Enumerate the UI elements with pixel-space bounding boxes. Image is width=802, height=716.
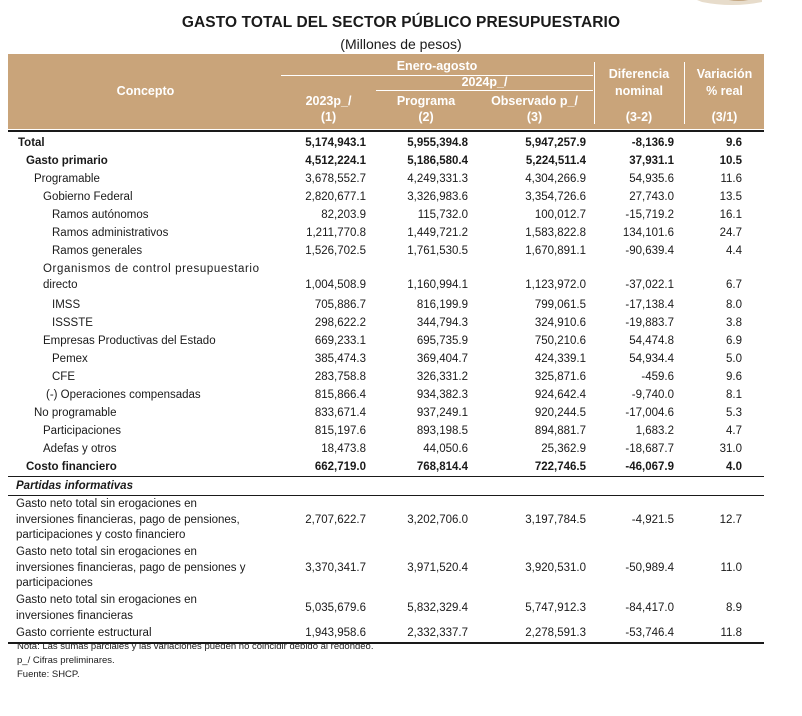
- row-label-line: inversiones financieras: [16, 609, 133, 622]
- cell-variacion: 13.5: [719, 191, 742, 203]
- row-label-line: inversiones financieras, pago de pensiones y: [16, 561, 246, 574]
- row-label-line: inversiones financieras, pago de pensiones,: [16, 513, 240, 526]
- cell-2023: 5,035,679.6: [305, 602, 366, 614]
- cell-2023: 1,526,702.5: [305, 245, 366, 257]
- cell-diferencia: -17,004.6: [625, 407, 674, 419]
- row-label-line: Gasto neto total sin erogaciones en: [16, 546, 197, 558]
- table-row-imss: [8, 296, 764, 314]
- cell-2023: 3,678,552.7: [305, 173, 366, 185]
- cell-diferencia: -50,989.4: [625, 562, 674, 574]
- cell-variacion: 6.9: [726, 335, 742, 347]
- page-title: GASTO TOTAL DEL SECTOR PÚBLICO PRESUPUESTARIO: [181, 14, 621, 31]
- cell-variacion: 9.6: [726, 371, 742, 383]
- table-row-pemex: [8, 350, 764, 368]
- header-col4-line2: nominal: [615, 84, 663, 98]
- table-row-organismos: [8, 260, 764, 296]
- cell-observado: 100,012.7: [534, 209, 586, 221]
- cell-diferencia: 37,931.1: [629, 155, 674, 167]
- cell-diferencia: 27,743.0: [629, 191, 674, 203]
- header-col3-num: (3): [526, 110, 543, 124]
- table-body: [8, 134, 764, 644]
- header-col5-line2: % real: [706, 84, 743, 98]
- cell-programa: 1,761,530.5: [407, 245, 468, 257]
- cell-observado: 5,947,257.9: [525, 137, 586, 149]
- cell-programa: 816,199.9: [416, 299, 468, 311]
- cell-2023: 4,512,224.1: [305, 155, 366, 167]
- cell-programa: 768,814.4: [416, 461, 468, 473]
- cell-variacion: 4.7: [726, 425, 742, 437]
- row-label: Programable: [34, 173, 100, 185]
- cell-2023: 1,211,770.8: [306, 227, 366, 239]
- cell-variacion: 10.5: [719, 155, 742, 167]
- footnote-nota: Nota: Las sumas parciales y las variaciones pueden no coincidir debido al redondeo.: [17, 641, 374, 652]
- table-row-issste: [8, 314, 764, 332]
- cell-observado: 3,197,784.5: [525, 514, 586, 526]
- cell-observado: 920,244.5: [534, 407, 586, 419]
- header-rule: [8, 130, 764, 132]
- table-header: [8, 54, 764, 129]
- cell-diferencia: -8,136.9: [631, 137, 674, 149]
- cell-programa: 695,735.9: [416, 335, 468, 347]
- cell-2023: 2,820,677.1: [305, 191, 366, 203]
- row-label-line: Gasto neto total sin erogaciones en: [16, 594, 197, 606]
- cell-2023: 298,622.2: [314, 317, 366, 329]
- cell-2023: 3,370,341.7: [305, 562, 366, 574]
- cell-variacion: 8.9: [726, 602, 742, 614]
- cell-2023: 833,671.4: [314, 407, 366, 419]
- cell-2023: 662,719.0: [314, 461, 366, 473]
- row-label-line: Gasto neto total sin erogaciones en: [16, 498, 197, 510]
- cell-observado: 5,224,511.4: [525, 155, 586, 167]
- header-col1-year: 2023p_/: [305, 94, 352, 108]
- row-label: [16, 497, 240, 544]
- cell-observado: 924,642.4: [534, 389, 586, 401]
- cell-observado: 325,871.6: [534, 371, 586, 383]
- cell-diferencia: -53,746.4: [625, 627, 674, 639]
- cell-observado: 3,920,531.0: [525, 562, 586, 574]
- table-row-ramos-generales: [8, 242, 764, 260]
- cell-programa: 937,249.1: [416, 407, 468, 419]
- cell-diferencia: -19,883.7: [625, 317, 674, 329]
- cell-diferencia: -459.6: [641, 371, 674, 383]
- cell-programa: 3,971,520.4: [407, 562, 468, 574]
- decorative-corner-graphic: [662, 0, 762, 8]
- cell-programa: 934,382.3: [416, 389, 468, 401]
- table-row-adefas: [8, 440, 764, 458]
- cell-programa: 1,449,721.2: [407, 227, 468, 239]
- cell-variacion: 4.0: [726, 461, 742, 473]
- cell-programa: 3,326,983.6: [407, 191, 468, 203]
- cell-observado: 5,747,912.3: [525, 602, 586, 614]
- cell-variacion: 24.7: [719, 227, 742, 239]
- cell-variacion: 16.1: [719, 209, 742, 221]
- row-label: (-) Operaciones compensadas: [46, 389, 201, 401]
- cell-diferencia: -84,417.0: [625, 602, 674, 614]
- cell-programa: 44,050.6: [423, 443, 468, 455]
- cell-2023: 2,707,622.7: [305, 514, 366, 526]
- footnote-fuente: Fuente: SHCP.: [17, 669, 80, 680]
- table-row-operaciones-compensadas: [8, 386, 764, 404]
- cell-variacion: 3.8: [726, 317, 742, 329]
- row-label-line: participaciones: [16, 577, 93, 589]
- page-subtitle: (Millones de pesos): [340, 36, 462, 52]
- row-label: No programable: [34, 407, 117, 419]
- header-col2-name: Programa: [396, 94, 456, 108]
- row-label: Costo financiero: [26, 461, 117, 473]
- cell-diferencia: 1,683.2: [635, 425, 674, 437]
- cell-variacion: 11.6: [720, 173, 742, 185]
- row-label: Adefas y otros: [43, 443, 117, 455]
- row-label: [16, 593, 197, 624]
- partidas-title: Partidas informativas: [16, 480, 133, 492]
- row-label: Total: [18, 137, 45, 149]
- cell-2023: 385,474.3: [314, 353, 366, 365]
- cell-programa: 5,186,580.4: [407, 155, 468, 167]
- cell-2023: 815,197.6: [314, 425, 366, 437]
- row-label: [16, 545, 246, 592]
- header-2024-underline: [376, 90, 593, 91]
- cell-2023: 815,866.4: [314, 389, 366, 401]
- cell-programa: 369,404.7: [416, 353, 468, 365]
- row-label: [43, 261, 260, 293]
- cell-diferencia: 54,474.8: [629, 335, 674, 347]
- cell-2023: 18,473.8: [321, 443, 366, 455]
- cell-programa: 893,198.5: [416, 425, 468, 437]
- cell-programa: 326,331.2: [416, 371, 468, 383]
- cell-variacion: 8.0: [726, 299, 742, 311]
- table-row-partida-1: [8, 496, 764, 544]
- header-col5-line1: Variación: [696, 67, 753, 81]
- cell-programa: 2,332,337.7: [407, 627, 468, 639]
- cell-diferencia: -46,067.9: [625, 461, 674, 473]
- table-row-empresas: [8, 332, 764, 350]
- cell-observado: 4,304,266.9: [525, 173, 586, 185]
- table-row-partida-3: [8, 592, 764, 624]
- row-label: ISSSTE: [52, 317, 93, 329]
- cell-diferencia: 54,934.4: [629, 353, 674, 365]
- header-period: Enero-agosto: [396, 59, 478, 73]
- cell-2023: 283,758.8: [314, 371, 366, 383]
- cell-observado: 1,583,822.8: [525, 227, 586, 239]
- cell-observado: 25,362.9: [541, 443, 586, 455]
- row-label: Ramos autónomos: [52, 209, 149, 221]
- expenditure-table: [8, 54, 764, 644]
- header-col1-num: (1): [320, 110, 337, 124]
- header-col3-name: Observado p_/: [491, 94, 578, 108]
- table-row-total: [8, 134, 764, 152]
- table-row-costo-financiero: [8, 458, 764, 476]
- cell-programa: 344,794.3: [416, 317, 468, 329]
- cell-observado: 424,339.1: [534, 353, 586, 365]
- row-label: Gobierno Federal: [43, 191, 133, 203]
- row-label: Gasto primario: [26, 155, 108, 167]
- header-col5-num: (3/1): [711, 110, 738, 124]
- cell-observado: 894,881.7: [534, 425, 586, 437]
- cell-diferencia: -37,022.1: [625, 279, 674, 291]
- cell-2023: 1,004,508.9: [305, 279, 366, 291]
- cell-2023: 1,943,958.6: [305, 627, 366, 639]
- row-label: IMSS: [52, 299, 81, 311]
- footnote-preliminares: p_/ Cifras preliminares.: [17, 655, 115, 666]
- cell-programa: 5,955,394.8: [407, 137, 468, 149]
- cell-variacion: 5.3: [726, 407, 742, 419]
- cell-diferencia: -15,719.2: [625, 209, 674, 221]
- cell-variacion: 5.0: [726, 353, 742, 365]
- row-label-line: directo: [43, 279, 78, 291]
- row-label-line: participaciones y costo financiero: [16, 529, 186, 541]
- cell-variacion: 12.7: [719, 514, 742, 526]
- cell-2023: 669,233.1: [314, 335, 366, 347]
- row-label-line: Organismos de control presupuestario: [43, 263, 260, 275]
- cell-programa: 5,832,329.4: [407, 602, 468, 614]
- cell-2023: 5,174,943.1: [305, 137, 366, 149]
- cell-variacion: 11.0: [720, 562, 742, 574]
- table-row-ramos-administrativos: [8, 224, 764, 242]
- cell-variacion: 31.0: [719, 443, 742, 455]
- cell-diferencia: -9,740.0: [631, 389, 674, 401]
- cell-observado: 799,061.5: [534, 299, 586, 311]
- cell-diferencia: -4,921.5: [631, 514, 674, 526]
- cell-observado: 750,210.6: [534, 335, 586, 347]
- table-row-cfe: [8, 368, 764, 386]
- table-row-no-programable: [8, 404, 764, 422]
- partidas-header: [8, 477, 764, 495]
- row-label: Participaciones: [43, 425, 121, 437]
- table-row-programable: [8, 170, 764, 188]
- cell-diferencia: -90,639.4: [625, 245, 674, 257]
- cell-observado: 722,746.5: [534, 461, 586, 473]
- cell-observado: 2,278,591.3: [525, 627, 586, 639]
- header-col4-num: (3-2): [625, 110, 653, 124]
- cell-variacion: 4.4: [726, 245, 742, 257]
- header-col2-num: (2): [418, 110, 434, 124]
- cell-diferencia: -18,687.7: [625, 443, 674, 455]
- row-label: CFE: [52, 371, 75, 383]
- header-concepto: Concepto: [116, 84, 175, 98]
- cell-diferencia: 54,935.6: [629, 173, 674, 185]
- cell-programa: 115,732.0: [417, 209, 468, 221]
- table-row-partida-2: [8, 544, 764, 592]
- cell-programa: 4,249,331.3: [407, 173, 468, 185]
- header-col4-line1: Diferencia: [608, 67, 670, 81]
- row-label: Ramos administrativos: [52, 227, 169, 239]
- table-row-participaciones: [8, 422, 764, 440]
- table-row-gasto-primario: [8, 152, 764, 170]
- cell-observado: 324,910.6: [534, 317, 586, 329]
- row-label: Empresas Productivas del Estado: [43, 335, 216, 347]
- footnotes: [17, 640, 373, 682]
- row-label: Ramos generales: [52, 245, 143, 257]
- cell-variacion: 6.7: [726, 279, 742, 291]
- cell-observado: 1,123,972.0: [525, 279, 586, 291]
- cell-programa: 1,160,994.1: [407, 279, 468, 291]
- cell-diferencia: -17,138.4: [625, 299, 674, 311]
- row-label: Pemex: [52, 353, 88, 365]
- cell-variacion: 9.6: [726, 137, 742, 149]
- cell-variacion: 8.1: [726, 389, 742, 401]
- cell-observado: 1,670,891.1: [525, 245, 586, 257]
- cell-2023: 705,886.7: [314, 299, 366, 311]
- table-row-ramos-autonomos: [8, 206, 764, 224]
- cell-programa: 3,202,706.0: [407, 514, 468, 526]
- header-year-2024: 2024p_/: [461, 75, 508, 89]
- row-label: Gasto corriente estructural: [16, 627, 152, 639]
- cell-diferencia: 134,101.6: [622, 227, 674, 239]
- table-row-gobierno-federal: [8, 188, 764, 206]
- cell-variacion: 11.8: [720, 627, 742, 639]
- cell-2023: 82,203.9: [321, 209, 366, 221]
- cell-observado: 3,354,726.6: [525, 191, 586, 203]
